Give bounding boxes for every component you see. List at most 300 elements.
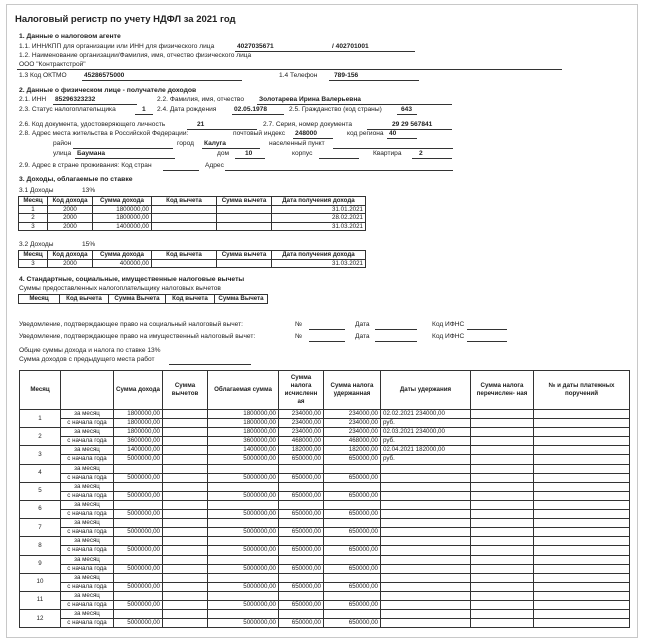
register-cell: 1800000,00 — [208, 419, 279, 428]
table-row: 2 2000 1800000,00 28.02.2021 — [19, 214, 366, 223]
register-cell: за месяц — [61, 610, 114, 619]
register-cell: 650000,00 — [324, 491, 381, 500]
register-cell — [324, 610, 381, 619]
register-cell — [279, 610, 324, 619]
register-cell: 650000,00 — [324, 619, 381, 628]
register-cell — [381, 491, 471, 500]
fio-value: Золотарева Ирина Валерьевна — [259, 96, 361, 103]
register-cell — [279, 537, 324, 546]
register-month: 9 — [20, 555, 61, 573]
register-cell — [114, 464, 163, 473]
register-cell: за месяц — [61, 482, 114, 491]
page-title: Налоговый регистр по учету НДФЛ за 2021 год — [15, 14, 236, 25]
register-cell — [279, 555, 324, 564]
register-cell: руб. — [381, 437, 471, 446]
zip-label: почтовый индекс — [233, 130, 285, 137]
register-cell: 650000,00 — [324, 510, 381, 519]
total13-label: Общие суммы дохода и налога по ставке 13% — [19, 347, 161, 354]
register-cell — [114, 610, 163, 619]
register-cell: 650000,00 — [324, 582, 381, 591]
birth-label: 2.4. Дата рождения — [157, 106, 217, 113]
register-cell: 5000000,00 — [208, 473, 279, 482]
register-cell-empty — [534, 528, 630, 537]
person-inn-value: 85296323232 — [55, 96, 96, 103]
register-cell — [279, 482, 324, 491]
table-row — [20, 610, 630, 619]
register-cell: за месяц — [61, 428, 114, 437]
register-cell-empty — [471, 491, 534, 500]
deductions-heading: 4. Стандартные, социальные, имущественные налоговые вычеты — [19, 276, 245, 283]
col-income-sum: Сумма дохода — [93, 197, 152, 206]
register-cell: 5000000,00 — [114, 473, 163, 482]
register-cell: 1800000,00 — [208, 428, 279, 437]
register-cell: с начала года — [61, 455, 114, 464]
register-cell: 650000,00 — [279, 491, 324, 500]
register-cell-empty — [534, 610, 630, 619]
register-cell — [163, 446, 208, 455]
register-cell — [163, 582, 208, 591]
register-cell — [208, 555, 279, 564]
register-cell: 1800000,00 — [114, 428, 163, 437]
register-cell: с начала года — [61, 619, 114, 628]
register-cell: 3600000,00 — [114, 437, 163, 446]
register-cell — [381, 464, 471, 473]
register-cell — [208, 537, 279, 546]
register-cell — [279, 519, 324, 528]
register-cell-empty — [471, 482, 534, 491]
table-row — [20, 510, 630, 519]
register-cell — [163, 528, 208, 537]
register-cell — [114, 573, 163, 582]
person-heading: 2. Данные о физическом лице - получателе доходов — [19, 87, 197, 94]
register-cell: 1400000,00 — [114, 446, 163, 455]
register-cell — [163, 419, 208, 428]
register-cell-empty — [534, 546, 630, 555]
register-cell — [208, 500, 279, 509]
register-cell-empty — [471, 582, 534, 591]
flat-value: 2 — [419, 150, 423, 157]
register-cell-empty — [534, 419, 630, 428]
register-cell-empty — [471, 464, 534, 473]
register-cell — [163, 573, 208, 582]
register-cell-empty — [471, 519, 534, 528]
register-cell — [163, 473, 208, 482]
table-row — [20, 437, 630, 446]
register-cell: 5000000,00 — [208, 491, 279, 500]
col-deduction-sum: Сумма вычета — [217, 197, 272, 206]
register-cell — [381, 500, 471, 509]
register-cell — [163, 464, 208, 473]
status-value: 1 — [142, 106, 146, 113]
doc-label: 2.6. Код документа, удостоверяющего личность — [19, 121, 166, 128]
table-row — [20, 582, 630, 591]
table-row — [20, 546, 630, 555]
register-cell: 468000,00 — [324, 437, 381, 446]
register-month: 12 — [20, 610, 61, 628]
series-label: 2.7. Серия, номер документа — [263, 121, 353, 128]
agent-name-value: ООО "Контрактстрой" — [19, 61, 86, 68]
register-cell — [279, 500, 324, 509]
register-cell — [279, 591, 324, 600]
register-month: 1 — [20, 410, 61, 428]
register-cell: 650000,00 — [324, 600, 381, 609]
phone-label: 1.4 Телефон — [279, 72, 318, 79]
register-cell-empty — [471, 610, 534, 619]
register-cell-empty — [471, 410, 534, 419]
register-cell: 3600000,00 — [208, 437, 279, 446]
register-cell: 650000,00 — [279, 582, 324, 591]
table-row — [20, 519, 630, 528]
agent-kpp-value: / 402701001 — [332, 43, 369, 50]
region-value: 40 — [389, 130, 397, 137]
register-cell — [163, 546, 208, 555]
register-cell: 650000,00 — [279, 619, 324, 628]
register-cell-empty — [534, 537, 630, 546]
register-cell — [324, 537, 381, 546]
register-cell: 182000,00 — [324, 446, 381, 455]
register-cell — [324, 464, 381, 473]
register-cell: 650000,00 — [279, 528, 324, 537]
register-cell: 5000000,00 — [114, 510, 163, 519]
table-row — [20, 482, 630, 491]
register-cell-empty — [534, 437, 630, 446]
table-row: 3 2000 400000,00 31.03.2021 — [19, 259, 366, 268]
register-cell: руб. — [381, 419, 471, 428]
register-cell — [324, 500, 381, 509]
register-cell — [163, 410, 208, 419]
rate13-label: 3.1 Доходы — [19, 187, 54, 194]
register-cell: 02.03.2021 234000,00 — [381, 428, 471, 437]
register-cell — [324, 555, 381, 564]
register-month: 11 — [20, 591, 61, 609]
agent-heading: 1. Данные о налоговом агенте — [19, 33, 121, 40]
register-cell-empty — [534, 491, 630, 500]
register-cell: 5000000,00 — [208, 619, 279, 628]
register-cell-empty — [534, 600, 630, 609]
register-cell-empty — [471, 473, 534, 482]
register-cell-empty — [534, 582, 630, 591]
register-cell: 5000000,00 — [208, 528, 279, 537]
table-row — [20, 491, 630, 500]
table-row — [20, 428, 630, 437]
table-row: 3 2000 1400000,00 31.03.2021 — [19, 222, 366, 231]
register-cell — [381, 600, 471, 609]
city-label: город — [177, 140, 194, 147]
register-cell: 5000000,00 — [114, 528, 163, 537]
register-cell: за месяц — [61, 464, 114, 473]
register-cell — [381, 528, 471, 537]
register-cell — [163, 437, 208, 446]
doc-value: 21 — [197, 121, 205, 128]
person-inn-label: 2.1. ИНН — [19, 96, 47, 103]
register-cell: 5000000,00 — [114, 491, 163, 500]
flat-label: Квартира — [373, 150, 402, 157]
register-cell: 5000000,00 — [208, 582, 279, 591]
register-cell — [163, 500, 208, 509]
register-cell-empty — [471, 537, 534, 546]
oktmo-value: 45286575000 — [84, 72, 125, 79]
register-cell-empty — [534, 446, 630, 455]
register-cell: 234000,00 — [324, 428, 381, 437]
register-cell: 1400000,00 — [208, 446, 279, 455]
col-income-code: Код дохода — [48, 197, 93, 206]
agent-name-label: 1.2. Наименование организации/Фамилия, имя, отчество физического лица — [19, 52, 252, 59]
register-cell-empty — [534, 564, 630, 573]
register-cell-empty — [471, 419, 534, 428]
register-cell: с начала года — [61, 491, 114, 500]
register-cell — [381, 510, 471, 519]
register-cell: 650000,00 — [324, 455, 381, 464]
register-cell-empty — [534, 428, 630, 437]
register-cell: 02.04.2021 182000,00 — [381, 446, 471, 455]
register-cell-empty — [471, 600, 534, 609]
register-cell — [381, 537, 471, 546]
register-month: 3 — [20, 446, 61, 464]
citizen-label: 2.5. Гражданство (код страны) — [289, 106, 382, 113]
register-cell-empty — [471, 428, 534, 437]
register-cell: за месяц — [61, 446, 114, 455]
income15-table: Месяц Код дохода Сумма дохода Код вычета Сумма вычета Дата получения дохода 3 2000 400000,00 31.03.2021 — [18, 250, 366, 268]
register-cell: 5000000,00 — [114, 564, 163, 573]
register-month: 2 — [20, 428, 61, 446]
register-cell: 5000000,00 — [208, 510, 279, 519]
foreign-label: 2.9. Адрес в стране проживания: Код стран — [19, 162, 152, 169]
register-cell-empty — [534, 519, 630, 528]
register-cell: за месяц — [61, 537, 114, 546]
register-cell-empty — [534, 464, 630, 473]
register-cell — [114, 555, 163, 564]
reg-col-month: Месяц — [20, 371, 61, 410]
register-cell — [381, 482, 471, 491]
register-cell: 1800000,00 — [208, 410, 279, 419]
register-cell-empty — [471, 619, 534, 628]
foreign-addr-label: Адрес — [205, 162, 224, 169]
register-cell: 234000,00 — [324, 419, 381, 428]
register-cell — [163, 537, 208, 546]
register-cell — [163, 428, 208, 437]
register-cell-empty — [471, 591, 534, 600]
register-cell: 650000,00 — [324, 546, 381, 555]
table-row — [20, 500, 630, 509]
register-cell: с начала года — [61, 564, 114, 573]
register-cell — [163, 564, 208, 573]
notice-property: Уведомление, подтверждающее право на имущественный налоговый вычет: — [19, 333, 256, 340]
register-cell — [324, 591, 381, 600]
table-row: 1 2000 1800000,00 31.01.2021 — [19, 205, 366, 214]
register-cell: 650000,00 — [324, 528, 381, 537]
zip-value: 248000 — [295, 130, 318, 137]
register-cell-empty — [471, 510, 534, 519]
register-cell: с начала года — [61, 528, 114, 537]
table-row — [20, 419, 630, 428]
table-row — [20, 555, 630, 564]
register-cell: за месяц — [61, 591, 114, 600]
register-month: 5 — [20, 482, 61, 500]
register-month: 7 — [20, 519, 61, 537]
register-cell — [114, 519, 163, 528]
register-cell: 182000,00 — [279, 446, 324, 455]
register-cell — [114, 591, 163, 600]
register-cell: с начала года — [61, 473, 114, 482]
register-cell: 234000,00 — [279, 410, 324, 419]
register-cell-empty — [534, 555, 630, 564]
register-cell — [381, 573, 471, 582]
register-month: 4 — [20, 464, 61, 482]
register-cell-empty — [534, 455, 630, 464]
income13-table — [18, 196, 366, 231]
income-heading: 3. Доходы, облагаемые по ставке — [19, 176, 133, 183]
register-cell — [163, 455, 208, 464]
register-cell — [208, 573, 279, 582]
register-cell: с начала года — [61, 437, 114, 446]
settlement-label: населенный пункт — [269, 140, 325, 147]
agent-inn-label: 1.1. ИНН/КПП для организации или ИНН для физического лица — [19, 43, 215, 50]
rate15-value: 15% — [82, 241, 96, 248]
notice-social: Уведомление, подтверждающее право на социальный налоговый вычет: — [19, 321, 243, 328]
register-cell — [163, 491, 208, 500]
register-cell-empty — [471, 455, 534, 464]
register-table: Месяц Сумма дохода Сумма вычетов Облагаемая сумма Сумма налога исчисленн ая Сумма налога удержанная Даты удержания Сумма налога перечислен- ная № и даты платежных поручений 1 за месяц 1800000,00 1800000,00 234000,00 234000,00 02.02.2021 234000,00 с начала года 1800000,00 1800000,00 234000,00 234000,00 руб. 2 за месяц 1800000,00 1800000,00 234000,00 234000,00 02.03.2021 234000,00 с начала года 3600000,00 3600000,00 468000,00 468000,00 руб. 3 за месяц 1400000,00 1400000,00 182000,00 182000,00 02.04.2021 182000,00 с начала года 5000000,00 5000000,00 650000,00 650000,00 руб. 4 за месяц с начала года 5000000,00 5000000,00 650000,00 650000,00 5 за месяц с начала года 5000000,00 5000000,00 650000,00 650000,00 6 за месяц с начала года 5000000,00 5000000,00 650000,00 650000,00 7 за месяц с начала года 5000000,00 5000000,00 650000,00 650000,00 8 за месяц с начала года 5000000,00 5000000,00 650000,00 650000,00 9 за месяц с начала года 5000000,00 5000000,00 650000,00 650000,00 10 за месяц с начала года 5000000,00 5000000,00 650000,00 650000,00 11 за месяц с начала года 5000000,00 5000000,00 650000,00 650000,00 12 за месяц с начала года 5000000,00 5000000,00 650000,00 650000,00 — [19, 370, 630, 628]
register-cell — [208, 519, 279, 528]
register-cell-empty — [534, 500, 630, 509]
register-cell: с начала года — [61, 582, 114, 591]
table-row — [20, 564, 630, 573]
register-cell — [381, 619, 471, 628]
register-cell — [208, 591, 279, 600]
table-row — [20, 528, 630, 537]
city-value: Калуга — [204, 140, 226, 147]
status-label: 2.3. Статус налогоплательщика — [19, 106, 116, 113]
register-cell — [163, 619, 208, 628]
register-cell: за месяц — [61, 573, 114, 582]
register-cell: 1800000,00 — [114, 419, 163, 428]
register-cell — [381, 610, 471, 619]
agent-inn-value: 4027035671 — [237, 43, 274, 50]
deductions-table: Месяц Код вычета Сумма Вычета Код вычета Сумма Вычета — [18, 294, 268, 304]
register-cell-empty — [471, 546, 534, 555]
register-cell — [324, 519, 381, 528]
region-label: код региона — [347, 130, 384, 137]
register-cell-empty — [534, 510, 630, 519]
register-cell: руб. — [381, 455, 471, 464]
register-cell: 234000,00 — [279, 428, 324, 437]
table-row — [20, 446, 630, 455]
table-row — [20, 619, 630, 628]
register-cell — [381, 555, 471, 564]
register-cell: 650000,00 — [279, 564, 324, 573]
register-cell: 650000,00 — [279, 510, 324, 519]
street-label: улица — [53, 150, 72, 157]
register-cell-empty — [534, 473, 630, 482]
register-cell — [324, 482, 381, 491]
register-cell — [163, 555, 208, 564]
register-cell: 5000000,00 — [208, 600, 279, 609]
street-value: Баумана — [77, 150, 106, 157]
register-cell: 5000000,00 — [114, 582, 163, 591]
register-cell — [279, 573, 324, 582]
register-cell: 5000000,00 — [208, 564, 279, 573]
register-cell-empty — [534, 482, 630, 491]
addr-label: 2.8. Адрес места жительства в Российской Федерации: — [19, 130, 189, 137]
table-row — [20, 455, 630, 464]
register-cell: с начала года — [61, 600, 114, 609]
register-cell — [381, 564, 471, 573]
register-cell: за месяц — [61, 500, 114, 509]
series-value: 29 29 567841 — [392, 121, 433, 128]
register-cell-empty — [534, 573, 630, 582]
tax-register-sheet: Налоговый регистр по учету НДФЛ за 2021 год 1. Данные о налоговом агенте 1.1. ИНН/КПП для организации или ИНН для физического лица 4027035671 / 402701001 1.2. Наименование организации/Фамилия, имя, отчество физического лица ООО "Контрактстрой" 1.3 Код ОКТМО 45286575000 1.4 Телефон 789-156 2. Данные о физическом лице - получателе доходов 2.1. ИНН 85296323232 2.2. Фамилия, имя, отчество Золотарева Ирина Валерьевна 2.3. Статус налогоплательщика 1 2.4. Дата рождения 02.05.1978 2.5. Гражданство (код страны) 643 2.6. Код документа, удостоверяющего личность 21 2.7. Серия, номер документа 29 29 567841 2.8. Адрес места жительства в Российской Федерации: почтовый индекс 248000 код региона 40 район город Калуга населенный пункт улица Баумана дом 10 корпус Квартира 2 2.9. Адрес в стране проживания: Код стран Адрес 3. Доходы, облагаемые по ставке 3.1 Доходы 13% Месяц Код дохода Сумма дохода Код вычета Сумма вычета Дата получения дохода 1 2000 1800000,00 31.01.2021 2 2000 1800000,00 28.02.2021 3 2000 1400000,00 31.03.2021 3.2 Доходы 15% Месяц Код дохода Сумма дохода Код вычета Сумма вычета Дата получения дохода 3 2000 400000,00 31.03.2021 4. Стандартные, социальные, имущественные налоговые вычеты Суммы предоставленных налогоплательщику налоговых вычетов Месяц Код вычета Сумма Вычета Код вычета Сумма Вычета Уведомление, подтверждающее право на социальный налоговый вычет: № Дата Код ИФНС Уведомление, подтверждающее право на имущественный налоговый вычет: № Дата Код ИФНС Общие суммы дохода и налога по ставке 13% Сумма доходов с предыдущего места работ Месяц Сумма дохода Сумма вычетов Облагаемая сумма Сумма налога исчисленн ая Сумма налога удержанная Даты удержания Сумма налога перечислен- ная № и даты платежных поручений 1 за месяц 1800000,00 1800000,00 234000,00 234000,00 02.02.2021 234000,00 с начала года 1800000,00 1800000,00 234000,00 234000,00 руб. 2 за месяц 1800000,00 1800000,00 234000,00 234000,00 02.03.2021 234000,00 с начала года 3600000,00 3600000,00 468000,00 468000,00 руб. 3 за месяц 1400000,00 1400000,00 182000,00 182000,00 02.04.2021 182000,00 с начала года 5000000,00 5000000,00 650000,00 650000,00 руб. 4 за месяц с начала года 5000000,00 5000000,00 650000,00 650000,00 5 за месяц с начала года 5000000,00 5000000,00 650000,00 650000,00 6 за месяц с начала года 5000000,00 5000000,00 650000,00 650000,00 7 за месяц с начала года 5000000,00 5000000,00 650000,00 650000,00 8 за месяц с начала года 5000000,00 5000000,00 650000,00 650000,00 9 за месяц с начала года 5000000,00 5000000,00 650000,00 650000,00 10 за месяц с начала года 5000000,00 5000000,00 650000,00 650000,00 11 за месяц с начала года 5000000,00 5000000,00 650000,00 650000,00 12 за месяц с начала года 5000000,00 5000000,00 650000,00 650000,00 — [6, 4, 638, 638]
col-deduction-code: Код вычета — [152, 197, 217, 206]
register-cell: 5000000,00 — [114, 546, 163, 555]
table-row — [20, 464, 630, 473]
register-cell — [381, 519, 471, 528]
table-row — [20, 473, 630, 482]
register-cell — [208, 610, 279, 619]
register-cell — [381, 582, 471, 591]
citizen-value: 643 — [401, 106, 413, 113]
register-cell: с начала года — [61, 419, 114, 428]
register-cell-empty — [471, 500, 534, 509]
register-cell: за месяц — [61, 519, 114, 528]
rate15-label: 3.2 Доходы — [19, 241, 54, 248]
register-cell-empty — [534, 591, 630, 600]
col-income-date: Дата получения дохода — [272, 197, 366, 206]
deductions-sub: Суммы предоставленных налогоплательщику налоговых вычетов — [19, 285, 221, 292]
oktmo-label: 1.3 Код ОКТМО — [19, 72, 67, 79]
register-cell — [208, 482, 279, 491]
register-cell — [381, 546, 471, 555]
register-cell: за месяц — [61, 410, 114, 419]
register-cell-empty — [471, 437, 534, 446]
register-cell — [114, 500, 163, 509]
register-cell: 468000,00 — [279, 437, 324, 446]
register-cell: 1800000,00 — [114, 410, 163, 419]
register-cell — [381, 473, 471, 482]
table-row — [20, 600, 630, 609]
register-cell — [114, 537, 163, 546]
register-cell-empty — [471, 573, 534, 582]
register-month: 8 — [20, 537, 61, 555]
register-cell — [163, 600, 208, 609]
register-cell: 02.02.2021 234000,00 — [381, 410, 471, 419]
register-cell: 650000,00 — [279, 546, 324, 555]
register-cell-empty — [471, 555, 534, 564]
register-cell: 650000,00 — [324, 564, 381, 573]
house-label: дом — [217, 150, 230, 157]
register-cell-empty — [471, 446, 534, 455]
district-label: район — [53, 140, 72, 147]
register-cell — [381, 591, 471, 600]
register-cell: 5000000,00 — [208, 546, 279, 555]
register-cell: 5000000,00 — [114, 600, 163, 609]
register-cell: 650000,00 — [279, 600, 324, 609]
register-cell-empty — [534, 410, 630, 419]
register-cell — [163, 519, 208, 528]
register-cell: 5000000,00 — [114, 619, 163, 628]
register-cell: 650000,00 — [279, 473, 324, 482]
register-cell — [279, 464, 324, 473]
register-cell — [114, 482, 163, 491]
register-cell: 234000,00 — [279, 419, 324, 428]
table-row — [20, 410, 630, 419]
register-cell: за месяц — [61, 555, 114, 564]
register-month: 10 — [20, 573, 61, 591]
rate13-value: 13% — [82, 187, 96, 194]
register-cell: 5000000,00 — [208, 455, 279, 464]
register-cell-empty — [534, 619, 630, 628]
birth-value: 02.05.1978 — [234, 106, 268, 113]
register-cell: 650000,00 — [279, 455, 324, 464]
